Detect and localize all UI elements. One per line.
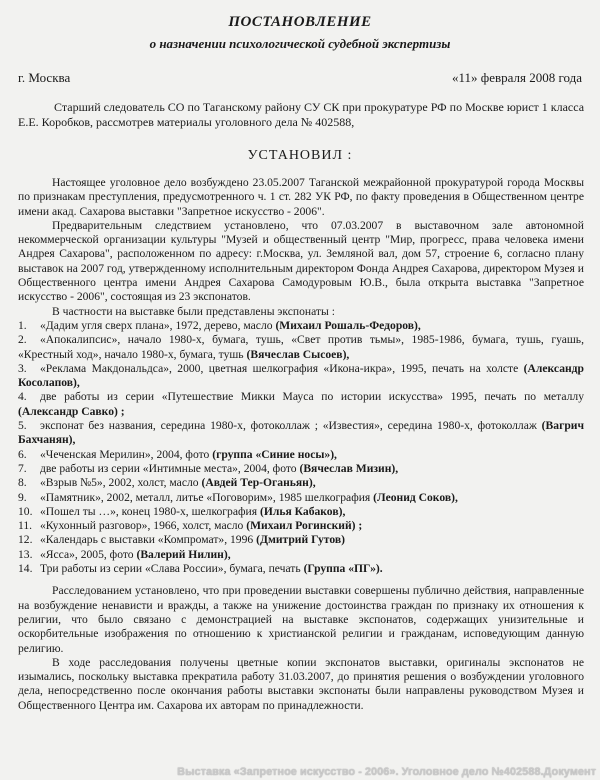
exhibit-number: 6. bbox=[18, 447, 27, 461]
intro-line-2: Е.Е. Коробков, рассмотрев материалы уголовного дела № 402588, bbox=[18, 115, 355, 129]
paragraph-case-opened: Настоящее уголовное дело возбуждено 23.05.2007 Таганской межрайонной прокуратурой города Москвы по признакам преступления, предусмотренного ч. 1 ст. 282 УК РФ, по факту проведения в Общественном центре имени акад. Сахарова выставки "Запретное искусство - 2006". bbox=[18, 176, 584, 218]
paragraph-exhibits-intro: В частности на выставке были представлены экспонаты : bbox=[52, 304, 335, 318]
exhibit-author: (Вячеслав Сысоев), bbox=[246, 347, 350, 361]
exhibit-author: (Авдей Тер-Оганьян), bbox=[201, 476, 316, 490]
exhibit-description: две работы из серии «Интимные места», 2004, фото bbox=[40, 461, 300, 475]
exhibit-description: Три работы из серии «Слава России», бумага, печать bbox=[40, 562, 304, 576]
document-body bbox=[18, 176, 584, 713]
exhibit-description: «Ясса», 2005, фото bbox=[40, 547, 137, 561]
exhibit-author: (Валерий Нилин), bbox=[136, 547, 231, 561]
exhibit-author: (Михаил Рогинский) ; bbox=[246, 519, 363, 533]
exhibit-item bbox=[18, 390, 584, 419]
exhibit-author: (Вячеслав Мизин), bbox=[299, 461, 399, 475]
exhibit-author: (Илья Кабаков), bbox=[259, 504, 346, 518]
exhibit-author: (Александр Косолапов), bbox=[18, 361, 584, 390]
exhibit-number: 14. bbox=[18, 562, 33, 576]
spacer bbox=[18, 576, 584, 584]
exhibit-author: (Дмитрий Гутов) bbox=[256, 533, 345, 547]
exhibit-number: 13. bbox=[18, 547, 33, 561]
exhibit-item bbox=[18, 562, 584, 576]
exhibit-description: «Дадим угля сверх плана», 1972, дерево, масло bbox=[40, 318, 276, 332]
exhibit-description: «Реклама Макдональдса», 2000, цветная шелкография «Икона-икра», 1995, печать на холсте bbox=[40, 361, 524, 375]
paragraph-copies: В ходе расследования получены цветные копии экспонатов выставки, оригиналы экспонатов не изымались, поскольку выставка прекратила работу 31.03.2007, до принятия решения о возбуждении уголовного дела, непосредственно после окончания работы выставки экспонаты были направлены руководством Музея и Общественного Центра им. Сахарова их авторам по принадлежности. bbox=[18, 655, 584, 712]
exhibit-number: 2. bbox=[18, 333, 27, 347]
exhibit-item bbox=[18, 419, 584, 448]
exhibit-author: (Александр Савко) ; bbox=[18, 404, 125, 418]
exhibit-number: 4. bbox=[18, 390, 27, 404]
exhibit-number: 12. bbox=[18, 533, 33, 547]
section-heading: УСТАНОВИЛ : bbox=[247, 148, 353, 163]
document-date: «11» февраля 2008 года bbox=[452, 70, 582, 85]
document-subtitle: о назначении психологической судебной экспертизы bbox=[149, 36, 451, 51]
exhibit-description: две работы из серии «Путешествие Микки Мауса по истории искусства» 1995, печать по металлу bbox=[40, 390, 584, 404]
paragraph-findings: Расследованием установлено, что при проведении выставки совершены публично действия, направленные на возбуждение ненависти и вражды, а также на унижение достоинства граждан по признаку их отношения к религии, что было связано с демонстрацией на выставке экспонатов, содержащих унизительные и оскорбительные изображения по отношению к христианской религии и гражданам, исповедующим данную религию. bbox=[18, 584, 584, 655]
exhibit-author: (группа «Синие носы»), bbox=[212, 447, 337, 461]
exhibit-author: (Группа «ПГ»). bbox=[303, 562, 383, 576]
document-title: ПОСТАНОВЛЕНИЕ bbox=[228, 14, 372, 30]
exhibit-number: 8. bbox=[18, 476, 27, 490]
exhibit-number: 7. bbox=[18, 461, 27, 475]
exhibit-description: «Апокалипсис», начало 1980-х, бумага, тушь, «Свет против тьмы», 1985-1986, бумага, тушь, гуашь, «Крестный ход», начало 1980-х, бумага, тушь bbox=[18, 333, 584, 361]
exhibit-item bbox=[18, 505, 584, 519]
city: г. Москва bbox=[18, 70, 71, 85]
watermark-caption: Выставка «Запретное искусство - 2006». Уголовное дело №402588.Документ bbox=[177, 766, 596, 778]
paragraph-investigation: Предварительным следствием установлено, что 07.03.2007 в выставочном зале автономной некоммерческой организации культуры "Музей и общественный центр "Мир, прогресс, права человека имени Андрея Сахарова", расположенном по адресу: г.Москва, ул. Земляной вал, дом 57, строение 6, согласно плану выставок на 2007 год, утвержденному исполнительным директором Фонда Андрея Сахарова, директором Музея и Общественного центра имени Андрея Сахарова Самодуровым Ю.В., была открыта выставка "Запретное искусство - 2006", состоящая из 23 экспонатов. bbox=[18, 218, 584, 304]
exhibit-item bbox=[18, 362, 584, 391]
exhibit-number: 3. bbox=[18, 361, 27, 375]
exhibit-description: «Памятник», 2002, металл, литье «Поговорим», 1985 шелкография bbox=[40, 490, 374, 504]
exhibit-description: «Кухонный разговор», 1966, холст, масло bbox=[40, 519, 247, 533]
exhibit-number: 9. bbox=[18, 490, 27, 504]
exhibit-description: «Взрыв №5», 2002, холст, масло bbox=[40, 476, 202, 490]
exhibit-description: «Календарь с выставки «Компромат», 1996 bbox=[40, 533, 257, 547]
exhibit-item bbox=[18, 519, 584, 533]
exhibit-description: «Чеченская Мерилин», 2004, фото bbox=[40, 447, 213, 461]
exhibit-item bbox=[18, 491, 584, 505]
intro-line-1: Старший следователь СО по Таганскому району СУ СК при прокуратуре РФ по Москве юрист 1 класса bbox=[54, 100, 585, 114]
exhibit-item bbox=[18, 476, 584, 490]
exhibit-number: 10. bbox=[18, 504, 33, 518]
exhibit-author: (Леонид Соков), bbox=[373, 490, 458, 504]
exhibit-description: «Пошел ты …», конец 1980-х, шелкография bbox=[40, 504, 260, 518]
exhibit-item bbox=[18, 319, 584, 333]
exhibit-list bbox=[18, 319, 584, 576]
exhibit-item bbox=[18, 548, 584, 562]
exhibit-author: (Вагрич Бахчанян), bbox=[18, 419, 584, 447]
exhibit-description: экспонат без названия, середина 1980-х, фотоколлаж ; «Известия», середина 1980-х, фотоколлаж bbox=[40, 419, 542, 433]
exhibit-author: (Михаил Рошаль-Федоров), bbox=[275, 318, 421, 332]
exhibit-number: 11. bbox=[18, 519, 33, 533]
exhibit-number: 5. bbox=[18, 419, 27, 433]
exhibit-number: 1. bbox=[18, 318, 27, 332]
exhibit-item bbox=[18, 533, 584, 547]
intro bbox=[18, 100, 588, 130]
exhibit-item bbox=[18, 333, 584, 362]
exhibit-item bbox=[18, 462, 584, 476]
exhibit-item bbox=[18, 448, 584, 462]
